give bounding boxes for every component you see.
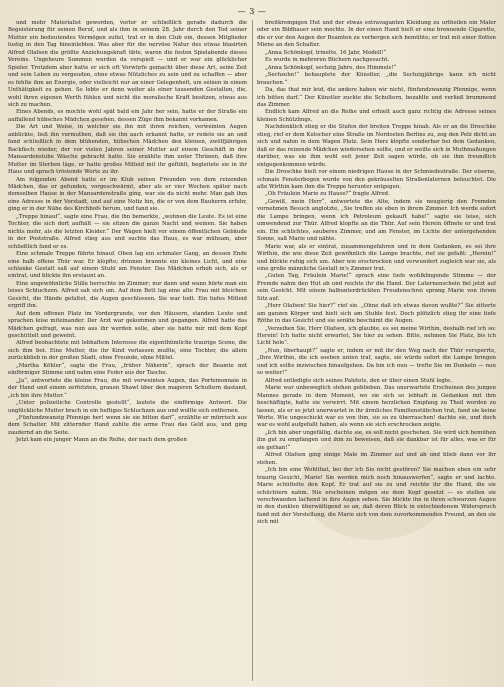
paragraph: und mehr Materialist geworden, verlor er schließlich gerade dadurch die Begeisterung für seinen Beruf, und als ihm in seinem 28. Jahr durch den Tod seiner Mutter ein bedeutendes Vermögen zufiel, trat er in den Club ein, dessen Mitglieder lustig in den Tag hineinlebten. Was aber für die nervöse Natur des etwas blasirten Alfred Olafsen die größte Anziehungskraft übte, waren die festen Spielabende dieses Vereins. Ungeheure Summen wurden da verspielt — und er war ein glücklicher Spieler. Trotzdem aber hatte er sich oft Vorwürfe gemacht über diese Art, seine Zeit und sein Leben zu vergeuden, ohne etwas Nützliches zu sein und zu schaffen — aber es fehlte ihm an Energie, oder vielleicht nur an einer Gelegenheit, um seinen in einem Unthätigkeit zu gehen. So lebte er denn weiter als einer tausenden Gestalten, die, wohl ihren eigenen Werth fühlen und nicht die moralische Kraft besitzen, etwas aus sich zu machen. xyxy=(8,20,247,108)
paragraph: Alfred beobachtete mit lebhaftem Interesse die eigenthümliche traurige Scene, die sich ihm bot. Eine Mutter, die ihr Kind verlassen mußte, eine Tochter, die allein zurückblieb in der großen Stadt, ohne Freunde, ohne Mittel. xyxy=(8,340,247,362)
text-columns xyxy=(8,20,496,681)
paragraph: Alfred entledigte sich seines Paletots, den er über einen Stuhl legte. xyxy=(265,377,452,384)
paragraph: Eine ungewöhnliche Stille herrschte im Zimmer; nur dann und wann hörte man ein leises Schluchzen. Alfred sah sich um. Auf dem Bett lag eine alte Frau mit bleichem Gesicht, die Hände gefaltet, die Augen geschlossen. Sie war todt. Ein tiefes Mitleid ergriff ihn. xyxy=(8,280,247,310)
paragraph: Es wurde in mehreren Büchern nachgesucht. xyxy=(265,57,390,64)
paragraph: Jetzt kam ein junger Mann an die Reihe, der nach dem großen xyxy=(16,437,187,444)
paragraph: breitkrempigen Hut und der etwas extravaganten Kleidung zu urtheilen ein Maler oder ein Bildhauer sein mochte. In der einen Hand hielt er eine brennende Cigarette, die er vor den Augen der Beamten zu verbergen sich bemühte; er trat mit einer flotten Miene an den Schalter. xyxy=(257,20,496,49)
paragraph: „Verzeihen Sie, Herr Olafsen, ich glaubte, es sei meine Wirthin, deshalb rief ich so: Herein! Ich hatte nicht erwartet, Sie hier zu sehen. Bitte, nehmen Sie Platz, bis ich Licht hole“. xyxy=(257,325,496,347)
paragraph: „Ja“, antwortete die kleine Frau, die mit verweinten Augen, das Portemonnaie in der Hand und einem zerfetzten, grauen Shawl über den mageren Schultern dastand, „ich bin ihre Mutter.“ xyxy=(8,377,247,399)
paragraph: Alfred Olafsen ging einige Male im Zimmer auf und ab und blieb dann vor ihr stehen. xyxy=(257,452,496,466)
paragraph: „Martha Köhler“, sagte die Frau, „früher Näherin“, sprach der Beamte mit einförmiger Stimme und nahm eine Feder aus der Tasche. xyxy=(8,362,247,377)
paragraph: Am folgenden Abend hatte er im Klub seinen Freunden von dem reizenden Mädchen, das er gefunden, vorgeschwärmt, aber als er vier Wochen später nach demselben Hause in der Mansardenstraße ging, war sie da nicht mehr. Man gab ihm eine Adresse in der Vorstadt, und auf eine Notiz hin, die er von dem Bauherrn erfuhr, ging er in der Nähe des Kirchhofs herum, und fand sie. xyxy=(8,176,247,213)
paragraph: „Ich bin eine Wohlthat, bei der ich Sie nicht gestören? Sie machen eben ein sehr traurig Gesicht, Marie! Sie werden mich noch hinauswerfen“, sagte er und lachte. Marie schüttelte den Kopf. Er trat auf sie zu und reichte ihr die Hand, die sie schüchtern nahm. Nie erscheinen mögen sie dem Kopf gesetzt — so stellen sie verschwanden lachend in ihre Augen sehen. Sie blickte ihn in ihren schwarzen Augen in den dunklen überwältigend so an, daß deren Blick in entschiedenem Widerspruch fand mit der Vorstellung, die Marie sich von dem zuvorkommenden Freund, an den sie sich mit xyxy=(257,467,496,526)
paragraph: „Treppe hinauf“, sagte eine Frau, die ihn bemerkte, „wohnen die Leute. Es ist eine Tochter, die sich dort aufhält — sie sitzen die ganze Nacht und weinen. Sie haben nichts mehr, als die letzten Kleider.“ Der Wagen hielt vor einem öffentlichen Gebäude in der Poststraße. Alfred stieg aus und suchte das Haus, es war mühsam, aber schließlich fand er es. xyxy=(8,213,247,250)
paragraph: „Anna Schönkopf, trinette, 16 Jahr, Modell!“ xyxy=(265,49,387,56)
paragraph: Eines Abends, es mochte wohl spät bald ein Jahr her sein, hatte er der Straße ein auffallend hübsches Mädchen gesehen, dessen Züge ihm bekannt vorkamen. xyxy=(8,109,247,123)
paragraph: Die Droschke hielt vor einem niedrigen Hause in der Schmiedestraße. Der eiserne, schmale Fensterbogen wurde von den gekräuselten Straßenlaternen beleuchtet. Die alte Wirthin kam ihm die Treppe herunter entgegen. xyxy=(257,169,496,190)
page-number: — 3 — xyxy=(237,7,267,16)
paragraph: Endlich kam Alfred an die Reihe und erhielt auch ganz richtig die Adresse seines kleinen Schützlings. xyxy=(257,109,496,123)
paragraph: Die Art und Weise, in welcher sie ihn mit ihren reichen, verweinten Augen anblickte, ließ ihn vermuthen, daß sie ihn auch erkannt hatte, er redete sie an und fand schließlich in dem blühenden, hübschen Mädchen den kleinen, zwölfjährigen Backfisch wieder, der vor vielen Jahren seiner Mutter auf einem Geschäft in der Mansardenstube Wäsche gebracht hatte. Sie erzählte ihm unter Thränen, daß ihre Mutter im Sterben läge, er hatte großes Mitleid mit ihr gefühlt, begleitete sie in ihr Haus und sprach tröstende Worte zu ihr. xyxy=(8,124,247,176)
paragraph: Eine schmale Treppe führte hinauf. Oben lag ein schmaler Gang, an dessen Ende eine halb offene Thür war. Er klopfte; drinnen brannte ein kleines Licht, und eine schlanke Gestalt saß auf einem Stuhl am Fenster. Das Mädchen erhob sich, als er eintrat, und blickte ihn erstaunt an. xyxy=(8,251,247,280)
paragraph: „Fünfundzwanzig Pfennige her! wenn sie sie bitten darf“, erzählte er mürrisch aus dem Schalter. Mit zitternder Hand zahlte die arme Frau das Geld aus, und ging zaudernd an die Seite. xyxy=(8,415,247,436)
paragraph: „Sechzehn!“ behauptete der Künstler, „die Sechzigjährige kann ich nicht brauchen.“ xyxy=(257,72,496,86)
paragraph: Auf dem offenen Platz im Vordergrunde, vor den Häusern, standen Leute und sprachen leise miteinander. Der Arzt war gekommen und gegangen. Alfred hatte das Mädchen gefragt, was nun aus ihr werden solle, aber sie hatte nur mit dem Kopf geschüttelt und geweint. xyxy=(8,310,247,340)
column-right xyxy=(257,20,496,681)
paragraph: „Herr Olafsen! Sie hier?“ rief sie. „Ohne daß ich etwas davon wußte?“ Sie zitterte am ganzen Körper und hielt sich am Stuhle fest. Doch plötzlich stieg ihr eine tiefe Röthe in das Gesicht und sie senkte beschämt die Augen. xyxy=(257,303,496,325)
column-left xyxy=(8,20,247,681)
paragraph: Marie war unbeweglich stehen geblieben. Das unerwartete Erscheinen des jungen Mannes gerade in dem Moment, wo sie sich so lebhaft in Gedanken mit ihm beschäftigte, hatte sie verwirrt. Mit einem herzlichen Empfang zu Theil worden zu lassen, als er so jetzt unerwartet in ihr ärmliches Familienstübchen trat, fand sie keine Worte. Wie ungeschickt war es von ihm, sie so zu überraschen! dachte sie, und doch war es wohl aufgefaßt haben, als wenn sie sich erschrocken zeigte. xyxy=(257,385,496,429)
paragraph: Marie war, als er eintrat, zusammengefahren und in dem Gedanken, es sei ihre Wirthin, die wie diese Zeit gewöhnlich die Lampe brachte, rief sie gefaßt: „Herein!“ und blickte ruhig sich um. Aber wie erschrocken und verwundert zugleich war sie, als eine große männliche Gestalt in's Zimmer trat. xyxy=(257,243,496,272)
paragraph: „Ich bin aber ungefällig, dachte sie, es soll nicht geschehen. Sie wird sich bemühen ihn gut zu empfangen und ihm zu beweisen, daß sie dankbar ist für alles, was er für sie gethan!“ xyxy=(257,429,496,451)
paragraph: Da, das that mir leid, die andere haben wir nicht, fünfundzwanzig Pfennige, wenn ich bitten darf.“ Der Künstler zuckte die Schultern, bezahlte und verließ brummend das Zimmer. xyxy=(257,87,496,108)
paragraph: Nachdenklich stieg er die Stufen der breiten Treppe hinab. Als er an die Droschke stieg, rief er dem Kutscher eine Straße im Nordosten Berlins zu, zog den Pelz dicht an sich und nahm in dem Wagen Platz. Sein Herz klopfte sonderbar bei dem Gedanken, daß er das reizende Mädchen wiedersehen sollte, und er weilte sich in Muthmaßungen darüber, was sie ihm wohl seit jener Zeit sagen würde, ob sie ihm freundlich entgegenkommen würde. xyxy=(257,124,496,168)
paragraph: „Ob Fräulein Marie zu Hause?“ fragte Alfred. xyxy=(265,191,390,198)
column-divider xyxy=(252,20,253,681)
paragraph: „Gewiß, mein Herr“, antwortete die Alte, indem sie neugierig den Fremden vornehmen Besuch anglotzte, „Sie treffen sie eben in ihrem Zimmer. Ich werde sofort die Lampe bringen, wenn ich Petroleum gekauft habe!“ sagte sie leise, sich umwendend zur Thür. Alfred klopfte an die Thür. Auf sein Herein öffnete er und trat ein. Ein schlichtes, sauberes Zimmer, und am Fenster, im Lichte der untergehenden Sonne, saß Marie und nähte. xyxy=(257,198,496,243)
paragraph: „Unter polizeiliche Controlle gestellt“, lautete die einförmige Antwort. Die unglückliche Mutter brach in ein heftiges Schluchzen aus und wollte sich entfernen. xyxy=(8,400,247,414)
paragraph: „Nun, überhaupt?“ sagte er, indem er mit ihr den Weg nach der Thür versperrte, „Ihre Wirthin, die ich soeben unten traf, sagte, sie würde sofort die Lampe bringen und ich sollte inzwischen hinaufgehen. Da bin ich nun — trefte Sie im Dunkeln — nun so weiter!“ xyxy=(257,347,496,377)
paragraph: „Guten Tag, Fräulein Marie!“ sprach eine tiefe wohlklingende Stimme — der Fremde nahm den Hut ab und reichte ihr die Hand. Der Laternenschein fiel jetzt auf sein Gesicht. Mit einem halbunterdrückten Freudenschrei sprang Marie von ihrem Sitz auf. xyxy=(257,273,496,302)
paragraph: „Anna Schönkopf, sechzig Jahre, des Himmels!“ xyxy=(265,64,397,71)
